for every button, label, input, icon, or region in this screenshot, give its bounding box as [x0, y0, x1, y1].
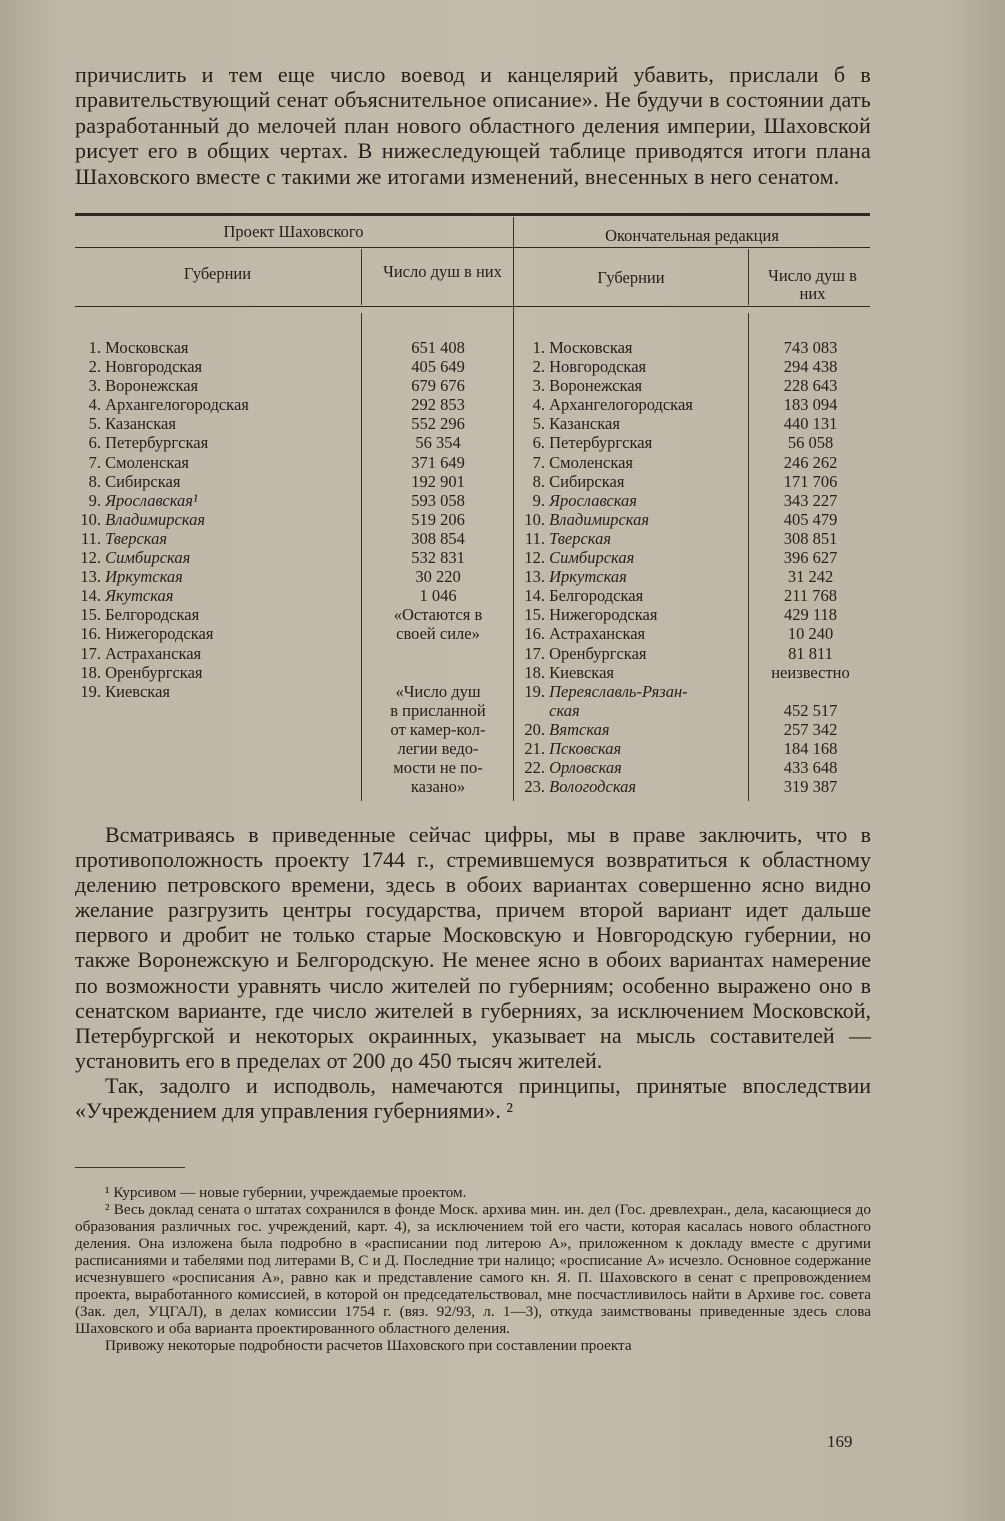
vline-right-values-body — [748, 313, 749, 801]
gubernia-name: Ярославская¹ — [105, 490, 198, 510]
right-gubernia-row — [519, 433, 747, 452]
row-number: 9. — [532, 490, 545, 510]
row-number: 15. — [524, 605, 545, 625]
right-souls-value: 452 517 — [783, 700, 838, 720]
gubernia-name: Белгородская — [105, 605, 200, 625]
left-gubernia-row — [75, 510, 357, 529]
left-souls-value: 593 058 — [411, 490, 465, 510]
left-gubernia-row — [75, 663, 357, 682]
gubernia-name: Воронежская — [105, 376, 199, 396]
right-gubernia-row — [519, 644, 747, 663]
footnote-2: ² Весь доклад сената о штатах сохранился в фонде Моск. архива мин. ин. дел (Гос. древлехран., дела, касающиеся до образования различных гос. учреждений, карт. 4), за исключением той его части, которая касалась нового областного деления. Она изложена была подробно в «расписании под литерою А», приложенном к докладу вместе с другими расписаниями и табелями под литерами В, С и Д. Последние три налицо; «росписание А» исчезло. Основное содержание исчезнувшего «росписания А», равно как и представление самого кн. Я. П. Шаховского в сенат с препровождением проекта, выработанного комиссией, в которой он председательствовал, мне посчастливилось найти в Архиве гос. совета (Зак. дел, УЦГАЛ), в делах комиссии 1754 г. (вяз. 92/93, л. 1—3), откуда заимствованы приведенные здесь слова Шаховского и оба варианта проектированного областного деления. — [75, 1201, 871, 1337]
left-souls-value: 371 649 — [411, 452, 465, 472]
left-gubernia-row — [75, 491, 357, 510]
right-gubernia-row — [519, 395, 747, 414]
gubernia-name: Воронежская — [549, 376, 643, 396]
row-number: 18. — [524, 662, 545, 682]
vline-middle — [513, 217, 514, 801]
left-souls-list — [365, 338, 511, 796]
gubernia-name: Московская — [105, 338, 189, 357]
right-gubernia-row — [519, 548, 747, 567]
right-gubernia-row — [519, 529, 747, 548]
left-gubernia-row — [75, 758, 357, 777]
left-gubernia-row — [75, 414, 357, 433]
row-number: 19. — [524, 681, 545, 701]
gubernia-name: Тверская — [105, 528, 167, 548]
gubernia-name: Иркутская — [549, 567, 627, 587]
gubernia-name: Орловская — [549, 758, 622, 778]
header-souls-right: Число душ в них — [768, 266, 857, 303]
gubernia-name: Симбирская — [549, 548, 635, 568]
gubernia-name: Владимирская — [105, 509, 206, 529]
left-souls-value: «Остаются в — [393, 605, 483, 625]
row-number: 2. — [88, 357, 101, 377]
row-number: 10. — [524, 509, 545, 529]
row-number: 19. — [80, 681, 101, 701]
gubernia-name: Вятская — [549, 719, 610, 739]
right-souls-value: 228 643 — [783, 376, 838, 396]
gubernia-name: Сибирская — [549, 471, 625, 491]
row-number: 1. — [532, 338, 545, 357]
right-souls-value: 211 768 — [783, 586, 837, 606]
row-number: 22. — [524, 758, 545, 778]
gubernia-name: Переяславль-Рязан- — [549, 681, 688, 701]
right-gubernia-row — [519, 663, 747, 682]
left-souls-value: «Число душ — [395, 681, 481, 701]
gubernia-name: Петербургская — [549, 433, 653, 453]
left-souls-value: 519 206 — [411, 509, 465, 529]
gubernia-name: Новгородская — [105, 357, 203, 377]
right-gubernia-row — [519, 376, 747, 395]
row-number: 4. — [532, 395, 545, 415]
row-number: 12. — [80, 548, 101, 568]
row-number: 10. — [80, 509, 101, 529]
row-number: 5. — [532, 414, 545, 434]
row-number: 9. — [88, 490, 101, 510]
left-gubernia-row — [75, 529, 357, 548]
right-souls-value: 440 131 — [783, 414, 838, 434]
row-number: 20. — [524, 719, 545, 739]
left-souls-value: от камер-кол- — [390, 719, 486, 739]
gubernia-name: Иркутская — [105, 567, 183, 587]
gubernia-name: Петербургская — [105, 433, 209, 453]
left-gubernia-row — [75, 433, 357, 452]
right-gubernia-row — [519, 682, 747, 701]
gubernia-name: Новгородская — [549, 357, 647, 377]
right-souls-value — [751, 682, 870, 701]
right-souls-value: 171 706 — [783, 471, 838, 491]
right-gubernia-row — [519, 414, 747, 433]
row-number: 18. — [80, 662, 101, 682]
gubernia-name: Ярославская — [549, 490, 637, 510]
table-top-rule — [75, 213, 870, 216]
gubernia-name: Казанская — [105, 414, 176, 434]
right-souls-list — [751, 338, 870, 796]
left-souls-value: мости не по- — [393, 758, 483, 778]
gubernia-name: Казанская — [549, 414, 620, 434]
gubernia-name: Владимирская — [549, 509, 650, 529]
right-gubernia-row — [519, 624, 747, 643]
row-number: 15. — [80, 605, 101, 625]
row-number: 8. — [88, 471, 101, 491]
gubernia-name: Оренбургская — [105, 662, 203, 682]
right-gubernia-list — [519, 338, 747, 796]
body-text — [75, 822, 871, 1123]
left-souls-value: 292 853 — [411, 395, 465, 415]
gubernia-name: Астраханская — [105, 643, 202, 663]
row-number: 11. — [80, 528, 101, 548]
left-gubernia-row — [75, 739, 357, 758]
gubernia-name: Псковская — [549, 738, 622, 758]
left-gubernia-row — [75, 567, 357, 586]
header-shakhovskoy-project: Проект Шаховского — [223, 222, 364, 241]
row-number: 17. — [80, 643, 101, 663]
vline-right-values — [748, 249, 749, 305]
gubernia-name: Нижегородская — [549, 605, 658, 625]
right-gubernia-row — [519, 472, 747, 491]
gubernia-name: Архангелогородская — [105, 395, 249, 415]
page-number: 169 — [827, 1432, 853, 1451]
right-souls-value: 308 851 — [783, 528, 838, 548]
intro-paragraph — [75, 62, 871, 189]
left-gubernia-list — [75, 338, 357, 796]
right-souls-value: 246 262 — [783, 452, 838, 472]
left-souls-value: легии ведо- — [397, 738, 479, 758]
row-number: 14. — [80, 586, 101, 606]
right-souls-value: 433 648 — [783, 758, 838, 778]
left-souls-value: 405 649 — [411, 357, 465, 377]
intro-text: причислить и тем еще число воевод и канцелярий убавить, прислали б в правительствующий сенат объяснительное описание». Не будучи в состоянии дать разработанный до мелочей план нового областного деления империи, Шаховской рисует его в общих чертах. В нижеследующей таблице приводятся итоги плана Шаховского вместе с такими же итогами изменений, внесенных в него сенатом. — [75, 62, 871, 189]
row-number: 8. — [532, 471, 545, 491]
right-souls-value: 319 387 — [783, 777, 838, 797]
left-gubernia-row — [75, 453, 357, 472]
row-number: 17. — [524, 643, 545, 663]
row-number: 13. — [80, 567, 101, 587]
left-gubernia-row — [75, 624, 357, 643]
gubernia-name: Оренбургская — [549, 643, 647, 663]
row-number: 3. — [532, 376, 545, 396]
right-souls-value: 10 240 — [787, 624, 834, 644]
gubernia-name: Сибирская — [105, 471, 181, 491]
row-number: 12. — [524, 548, 545, 568]
row-number: 23. — [524, 777, 545, 797]
footnotes — [75, 1184, 871, 1354]
right-souls-value: 56 058 — [787, 433, 834, 453]
left-gubernia-row — [75, 777, 357, 796]
right-souls-value: неизвестно — [771, 662, 850, 682]
footnote-separator — [75, 1167, 185, 1168]
gubernia-name: Астраханская — [549, 624, 646, 644]
right-souls-value: 429 118 — [783, 605, 837, 625]
row-number: 2. — [532, 357, 545, 377]
row-number: 1. — [88, 338, 101, 357]
row-number: 7. — [88, 452, 101, 472]
gubernia-name: Тверская — [549, 528, 611, 548]
row-number: 7. — [532, 452, 545, 472]
right-gubernia-row — [519, 586, 747, 605]
left-gubernia-row — [75, 586, 357, 605]
right-souls-value: 184 168 — [783, 738, 838, 758]
right-gubernia-row — [519, 739, 747, 758]
header-group-rule — [75, 247, 870, 248]
left-gubernia-row — [75, 395, 357, 414]
gubernia-name: Нижегородская — [105, 624, 214, 644]
row-number: 16. — [80, 624, 101, 644]
header-gubernii-right: Губернии — [597, 268, 665, 287]
right-gubernia-row — [519, 605, 747, 624]
body-paragraph-2: Так, задолго и исподволь, намечаются принципы, принятые впоследствии «Учреждением для управления губерниями». ² — [75, 1072, 871, 1124]
right-souls-value: 396 627 — [783, 548, 838, 568]
left-gubernia-row — [75, 357, 357, 376]
row-number: 3. — [88, 376, 101, 396]
right-gubernia-row — [519, 491, 747, 510]
left-souls-value: 56 354 — [415, 433, 461, 453]
header-bottom-rule — [75, 306, 870, 307]
right-souls-value: 343 227 — [783, 490, 838, 510]
row-number: 21. — [524, 738, 545, 758]
right-souls-value: 81 811 — [788, 643, 833, 663]
gubernia-name: Киевская — [549, 662, 614, 682]
row-number: 11. — [524, 528, 545, 548]
footnote-continuation: Привожу некоторые подробности расчетов Шаховского при составлении проекта — [105, 1337, 632, 1354]
gubernia-name: Якутская — [105, 586, 174, 606]
left-gubernia-row — [75, 548, 357, 567]
left-souls-value: в присланной — [390, 700, 486, 720]
row-number: 5. — [88, 414, 101, 434]
right-gubernia-row — [519, 453, 747, 472]
left-gubernia-row — [75, 338, 357, 357]
body-paragraph-1: Всматриваясь в приведенные сейчас цифры, мы в праве заключить, что в противоположность проекту 1744 г., стремившемуся возвратиться к областному делению петровского времени, здесь в обоих вариантах совершенно ясно видно желание разгрузить центры государства, причем второй вариант идет дальше первого и дробит не только старые Московскую и Новгородскую губернии, но также Воронежскую и Белгородскую. Не менее ясно в обоих вариантах намерение по возможности уравнять число жителей по губерниям; особенно выражено оно в сенатском варианте, где число жителей в губерниях, за исключением Московской, Петербургской и некоторых окраинных, указывает на мысль составителей — установить его в пределах от 200 до 450 тысяч жителей. — [75, 822, 871, 1073]
right-souls-value: 294 438 — [783, 357, 838, 377]
left-souls-value: 1 046 — [419, 586, 457, 606]
header-gubernii-left: Губернии — [183, 264, 252, 283]
gubernia-table — [75, 213, 870, 803]
right-gubernia-row — [519, 567, 747, 586]
left-souls-value: 651 408 — [411, 338, 465, 357]
left-gubernia-row — [75, 644, 357, 663]
left-gubernia-row — [75, 472, 357, 491]
left-souls-value: 552 296 — [411, 414, 465, 434]
left-gubernia-row — [75, 682, 357, 701]
row-number: 13. — [524, 567, 545, 587]
header-final-edition: Окончательная редакция — [605, 226, 779, 245]
vline-left-values-body — [361, 313, 362, 801]
gubernia-name: Архангелогородская — [549, 395, 693, 415]
left-souls-value: своей силе» — [396, 624, 480, 644]
left-souls-value: казано» — [410, 777, 466, 797]
left-gubernia-row — [75, 720, 357, 739]
left-gubernia-row — [75, 376, 357, 395]
left-souls-value: 30 220 — [415, 567, 461, 587]
row-number: 16. — [524, 624, 545, 644]
right-gubernia-row — [519, 701, 747, 720]
right-gubernia-row — [519, 777, 747, 796]
left-gubernia-row — [75, 701, 357, 720]
right-souls-value: 183 094 — [783, 395, 838, 415]
row-number: 4. — [88, 395, 101, 415]
right-gubernia-row — [519, 510, 747, 529]
row-number: 14. — [524, 586, 545, 606]
gubernia-name: Вологодская — [549, 777, 637, 797]
right-souls-value: 31 242 — [787, 567, 834, 587]
header-souls-left: Число душ в них — [383, 262, 502, 281]
row-number: 6. — [532, 433, 545, 453]
right-gubernia-row — [519, 720, 747, 739]
left-souls-value: 679 676 — [411, 376, 465, 396]
right-gubernia-row — [519, 338, 747, 357]
gubernia-name: Смоленская — [105, 452, 189, 472]
gubernia-name: ская — [549, 700, 580, 720]
gubernia-name: Киевская — [105, 681, 170, 701]
right-souls-value: 257 342 — [783, 719, 838, 739]
right-souls-value: 405 479 — [783, 509, 838, 529]
right-gubernia-row — [519, 758, 747, 777]
left-souls-value — [365, 663, 511, 682]
left-souls-value: 192 901 — [411, 471, 465, 491]
left-souls-value: 308 854 — [411, 528, 465, 548]
left-souls-value: 532 831 — [411, 548, 465, 568]
vline-left-values — [361, 249, 362, 305]
gubernia-name: Московская — [549, 338, 633, 357]
left-gubernia-row — [75, 605, 357, 624]
row-number: 6. — [88, 433, 101, 453]
right-souls-value: 743 083 — [783, 338, 838, 357]
left-souls-value — [365, 644, 511, 663]
gubernia-name: Смоленская — [549, 452, 633, 472]
right-gubernia-row — [519, 357, 747, 376]
gubernia-name: Симбирская — [105, 548, 191, 568]
footnote-1: ¹ Курсивом — новые губернии, учреждаемые проектом. — [105, 1184, 467, 1201]
gubernia-name: Белгородская — [549, 586, 644, 606]
